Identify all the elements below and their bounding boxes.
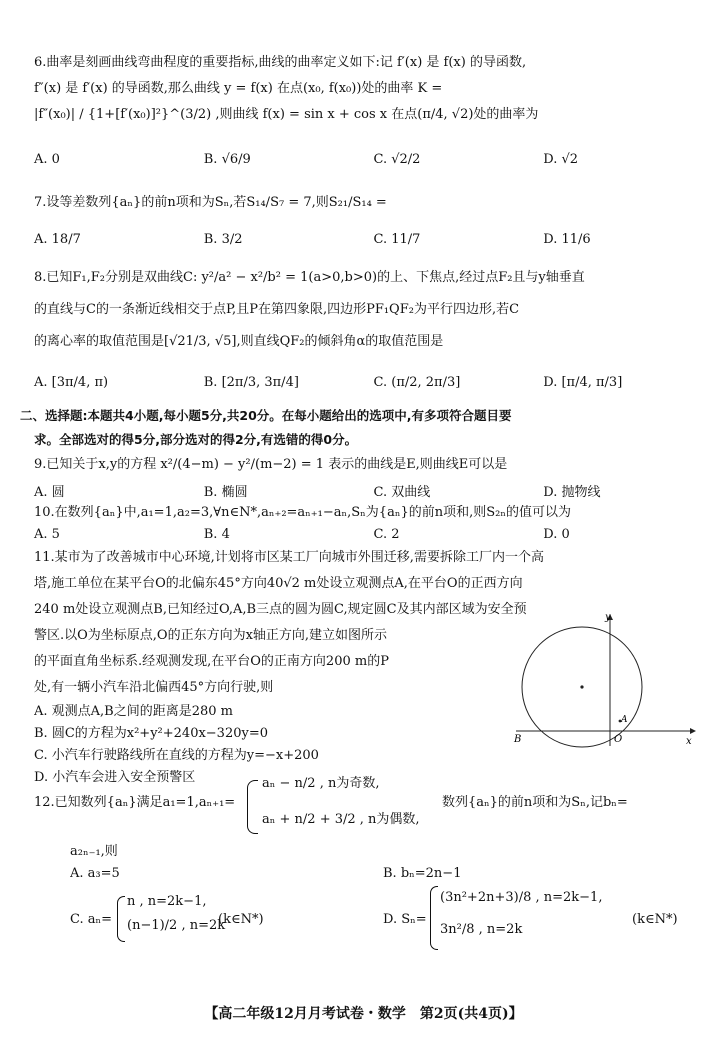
q12-brace bbox=[247, 780, 258, 834]
q12-case-odd: aₙ − n/2 , n为奇数, bbox=[262, 776, 380, 791]
question-6 bbox=[34, 50, 713, 128]
q12-case-even: aₙ + n/2 + 3/2 , n为偶数, bbox=[262, 812, 420, 827]
q11-line-6: 处,有一辆小汽车沿北偏西45°方向行驶,则 bbox=[34, 680, 274, 695]
q7-option-b[interactable]: B. 3/2 bbox=[203, 232, 243, 247]
q12-line-2: a₂ₙ₋₁,则 bbox=[70, 844, 118, 859]
q10-option-b[interactable]: B. 4 bbox=[203, 527, 230, 542]
q6-line-1: 6.曲率是刻画曲线弯曲程度的重要指标,曲线的曲率定义如下:记 f′(x) 是 f(x) 的导函数, bbox=[34, 55, 527, 70]
x-axis-arrow bbox=[690, 728, 696, 734]
section-2-heading bbox=[20, 404, 713, 452]
q6-option-d[interactable]: D. √2 bbox=[543, 152, 579, 167]
q8-option-a[interactable]: A. [3π/4, π) bbox=[34, 375, 109, 390]
y-axis-label: y bbox=[605, 612, 611, 623]
q11-option-a[interactable]: A. 观测点A,B之间的距离是280 m bbox=[34, 704, 233, 719]
q12-option-d-case-1: (3n²+2n+3)/8 , n=2k−1, bbox=[440, 890, 603, 905]
q11-option-d[interactable]: D. 小汽车会进入安全预警区 bbox=[34, 770, 196, 785]
q11-option-b[interactable]: B. 圆C的方程为x²+y²+240x−320y=0 bbox=[34, 726, 269, 741]
q12-option-c-case-2: (n−1)/2 , n=2k bbox=[127, 918, 226, 933]
q6-line-3: |f″(x₀)| / {1+[f′(x₀)]²}^(3/2) ,则曲线 f(x) = sin x + cos x 在点(π/4, √2)处的曲率为 bbox=[34, 107, 539, 122]
q8-option-b[interactable]: B. [2π/3, 3π/4] bbox=[203, 375, 299, 390]
q12-intro: 12.已知数列{aₙ}满足a₁=1,aₙ₊₁= bbox=[34, 795, 236, 810]
q8-line-2: 的直线与C的一条渐近线相交于点P,且P在第四象限,四边形PF₁QF₂为平行四边形,若C bbox=[34, 302, 520, 317]
q11-coordinate-figure bbox=[508, 610, 698, 750]
x-axis-label: x bbox=[686, 736, 692, 747]
q11-line-4: 警区.以O为坐标原点,O的正东方向为x轴正方向,建立如图所示 bbox=[34, 628, 388, 643]
question-9 bbox=[34, 452, 713, 478]
q11-line-1: 11.某市为了改善城市中心环境,计划将市区某工厂向城市外围迁移,需要拆除工厂内一个高 bbox=[34, 550, 544, 565]
point-b-label: B bbox=[514, 734, 522, 745]
q6-option-c[interactable]: C. √2/2 bbox=[373, 152, 421, 167]
q12-option-c-case-1: n , n=2k−1, bbox=[127, 894, 207, 909]
q7-option-a[interactable]: A. 18/7 bbox=[34, 232, 81, 247]
q8-line-3: 的离心率的取值范围是[√21/3, √5],则直线QF₂的倾斜角α的取值范围是 bbox=[34, 334, 444, 349]
circle-center-dot bbox=[580, 685, 583, 688]
q12-option-d-brace bbox=[430, 886, 438, 950]
q11-line-3: 240 m处设立观测点B,已知经过O,A,B三点的圆为圆C,规定圆C及其内部区域为安全预 bbox=[34, 602, 527, 617]
q7-option-d[interactable]: D. 11/6 bbox=[543, 232, 591, 247]
q10-option-a[interactable]: A. 5 bbox=[34, 527, 60, 542]
q9-option-b[interactable]: B. 椭圆 bbox=[203, 485, 248, 500]
q12-option-d-cases bbox=[440, 882, 602, 946]
q10-option-d[interactable]: D. 0 bbox=[543, 527, 570, 542]
q12-option-c-brace bbox=[117, 896, 125, 942]
q10-option-c[interactable]: C. 2 bbox=[373, 527, 400, 542]
q11-option-c[interactable]: C. 小汽车行驶路线所在直线的方程为y=−x+200 bbox=[34, 748, 319, 763]
section-2-line-1: 二、选择题:本题共4小题,每小题5分,共20分。在每小题给出的选项中,有多项符合题目要 bbox=[20, 408, 512, 423]
q8-options bbox=[34, 370, 713, 396]
q6-line-2: f″(x) 是 f′(x) 的导函数,那么曲线 y = f(x) 在点(x₀, f(x₀))处的曲率 K = bbox=[34, 81, 443, 96]
q11-line-2: 塔,施工单位在某平台O的北偏东45°方向40√2 m处设立观测点A,在平台O的正西方向 bbox=[34, 576, 523, 591]
q12-option-d-case-2: 3n²/8 , n=2k bbox=[440, 922, 523, 937]
q12-cases bbox=[262, 772, 420, 832]
q9-line-1: 9.已知关于x,y的方程 x²/(4−m) − y²/(m−2) = 1 表示的曲线是E,则曲线E可以是 bbox=[34, 457, 508, 472]
q7-option-c[interactable]: C. 11/7 bbox=[373, 232, 421, 247]
q12-option-d-prefix: D. Sₙ= bbox=[383, 912, 427, 927]
q12-option-c-suffix: (k∈N*) bbox=[218, 912, 264, 927]
question-7 bbox=[34, 190, 713, 216]
q9-option-a[interactable]: A. 圆 bbox=[34, 485, 65, 500]
q6-option-b[interactable]: B. √6/9 bbox=[203, 152, 251, 167]
section-2-line-2: 求。全部选对的得5分,部分选对的得2分,有选错的得0分。 bbox=[34, 432, 358, 447]
q9-option-c[interactable]: C. 双曲线 bbox=[373, 485, 431, 500]
page-footer: 【高二年级12月月考试卷・数学 第2页(共4页)】 bbox=[204, 1006, 523, 1022]
q12-option-d-suffix: (k∈N*) bbox=[632, 912, 678, 927]
q10-line-1: 10.在数列{aₙ}中,a₁=1,a₂=3,∀n∈N*,aₙ₊₂=aₙ₊₁−aₙ,Sₙ为{aₙ}的前n项和,则S₂ₙ的值可以为 bbox=[34, 505, 571, 520]
q6-option-a[interactable]: A. 0 bbox=[34, 152, 60, 167]
q12-tail: 数列{aₙ}的前n项和为Sₙ,记bₙ= bbox=[442, 795, 628, 810]
q8-option-c[interactable]: C. (π/2, 2π/3] bbox=[373, 375, 461, 390]
q9-option-d[interactable]: D. 抛物线 bbox=[543, 485, 601, 500]
q7-options bbox=[34, 227, 713, 253]
question-8 bbox=[34, 262, 713, 358]
q12-option-c-prefix: C. aₙ= bbox=[70, 912, 113, 927]
q12-option-b[interactable]: B. bₙ=2n−1 bbox=[383, 866, 462, 881]
q8-line-1: 8.已知F₁,F₂分别是双曲线C: y²/a² − x²/b² = 1(a>0,b>0)的上、下焦点,经过点F₂且与y轴垂直 bbox=[34, 270, 585, 285]
q7-line-1: 7.设等差数列{aₙ}的前n项和为Sₙ,若S₁₄/S₇ = 7,则S₂₁/S₁₄ = bbox=[34, 195, 387, 210]
q8-option-d[interactable]: D. [π/4, π/3] bbox=[543, 375, 623, 390]
q11-line-5: 的平面直角坐标系.经观测发现,在平台O的正南方向200 m的P bbox=[34, 654, 389, 669]
origin-label: O bbox=[614, 734, 623, 745]
q12-option-a[interactable]: A. a₃=5 bbox=[70, 866, 120, 881]
q6-options bbox=[34, 147, 713, 173]
q12-option-c-cases bbox=[127, 890, 225, 938]
point-a-label: A bbox=[621, 715, 628, 725]
